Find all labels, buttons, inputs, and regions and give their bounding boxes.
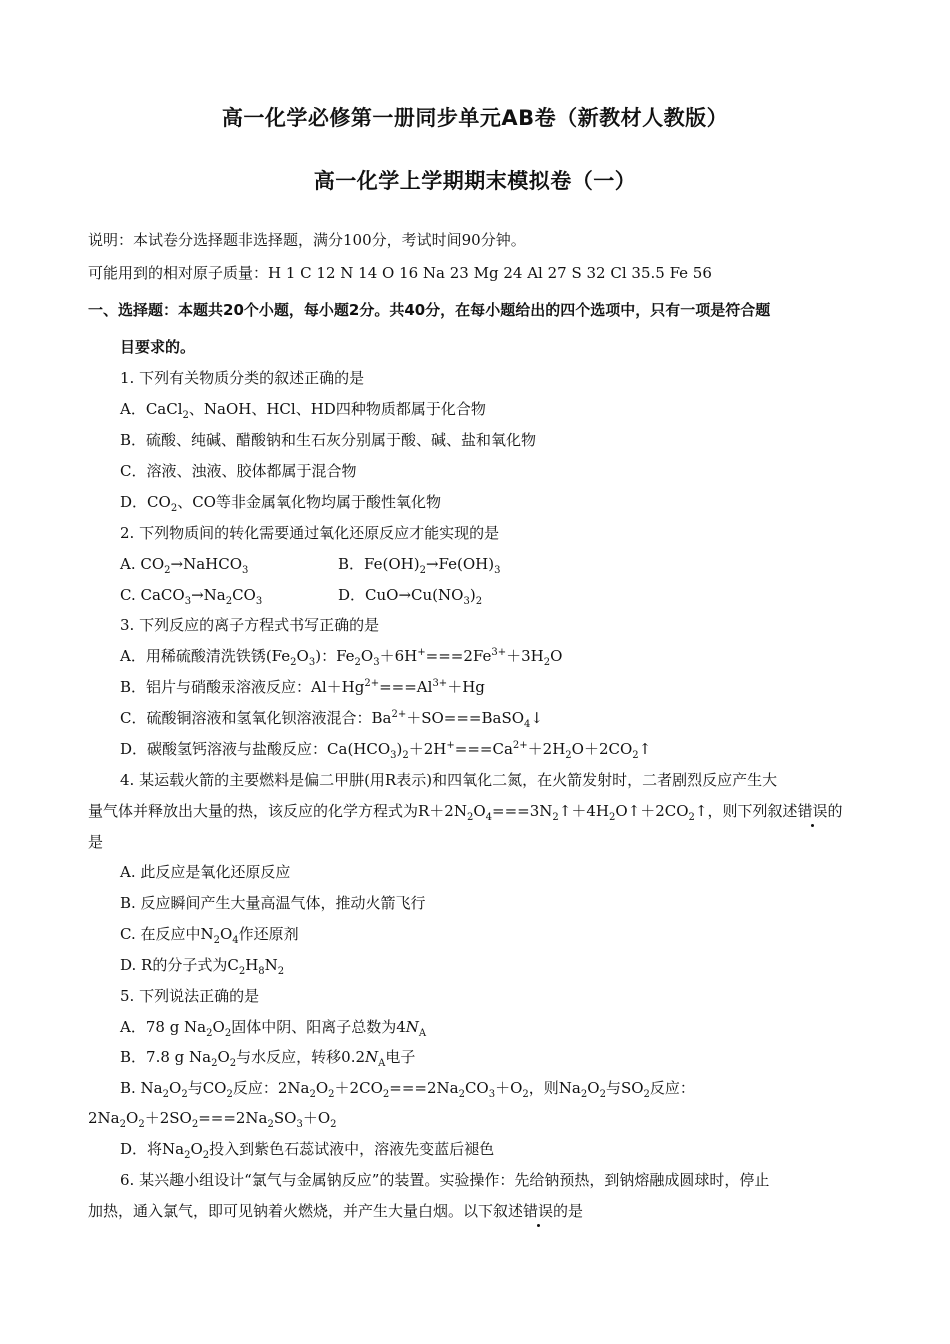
q4-option-d: D. R的分子式为$C_2H_8N_2$ [120,956,285,977]
q4-stem-line2: 量气体并释放出大量的热，该反应的化学方程式为$R+2N_2O_4===3N_2↑+4H_2O↑+2CO_2↑$，则下列叙述错误的 [88,802,843,823]
emphasis-word: 错误 [797,802,828,820]
q5-stem: 5. 下列说法正确的是 [120,987,260,1005]
q2-stem: 2. 下列物质间的转化需要通过氧化还原反应才能实现的是 [120,524,500,542]
q3-option-b: B．铝片与硝酸汞溶液反应：$Al+Hg^{2+}===Al^{3+}+Hg$ [120,678,485,696]
section-heading: 一、选择题：本题共20个小题，每小题2分。共40分，在每小题给出的四个选项中，只有一项是符合题 [88,301,771,319]
q1-option-d: D．$CO_2$、CO等非金属氧化物均属于酸性氧化物 [120,493,441,514]
exam-series-title: 高一化学必修第一册同步单元AB卷（新教材人教版） [221,106,729,130]
q4-stem-line3: 是 [88,833,104,851]
q3-stem: 3. 下列反应的离子方程式书写正确的是 [120,616,380,634]
q3-option-a: A．用稀硫酸清洗铁锈$(Fe_2O_3)$：$Fe_2O_3+6H^+===2Fe^{3+}+3H_2O$ [120,647,563,668]
q1-option-b: B．硫酸、纯碱、醋酸钠和生石灰分别属于酸、碱、盐和氧化物 [120,431,537,449]
q5-option-c-cont: $2Na_2O_2+2SO_2===2Na_2SO_3+O_2$ [88,1109,337,1130]
q5-option-a: A．78 g $Na_2O_2$固体中阴、阳离子总数为$4N_A$ [120,1018,427,1039]
q5-option-c: B. $Na_2O_2$与$CO_2$反应：$2Na_2O_2+2CO_2===2Na_2CO_3+O_2$，则$Na_2O_2$与$SO_2$反应： [120,1079,695,1100]
q1-option-a: A．CaCl$_2$、NaOH、HCl、HD四种物质都属于化合物 [120,400,486,421]
q2-option-d: D．$CuO\to Cu(NO_3)_2$ [338,586,483,607]
q1-stem: 1. 下列有关物质分类的叙述正确的是 [120,369,365,387]
atomic-masses: 可能用到的相对原子质量：H 1 C 12 N 14 O 16 Na 23 Mg 24 Al 27 S 32 Cl 35.5 Fe 56 [88,264,712,282]
q1-option-c: C．溶液、浊液、胶体都属于混合物 [120,462,357,480]
emphasis-word: 错误 [523,1202,554,1220]
q4-stem-line1: 4. 某运载火箭的主要燃料是偏二甲肼(用R表示)和四氧化二氮，在火箭发射时，二者剧烈反应产生大 [120,771,778,789]
q4-option-a: A. 此反应是氧化还原反应 [120,863,291,881]
q4-option-c: C. 在反应中$N_2O_4$作还原剂 [120,925,299,946]
exam-title: 高一化学上学期期末模拟卷（一） [313,169,637,193]
q2-option-c: C. $CaCO_3\to Na_2CO_3$ [120,586,263,607]
q4-option-b: B. 反应瞬间产生大量高温气体，推动火箭飞行 [120,894,426,912]
section-heading-cont: 目要求的。 [120,338,196,356]
q2-option-a: A. $CO_2\to NaHCO_3$ [120,555,249,576]
exam-note: 说明：本试卷分选择题非选择题，满分100分，考试时间90分钟。 [88,231,526,249]
q5-option-b: B．7.8 g $Na_2O_2$与水反应，转移$0.2N_A$电子 [120,1048,416,1069]
q5-option-d: D．将$Na_2O_2$投入到紫色石蕊试液中，溶液先变蓝后褪色 [120,1140,495,1161]
q3-option-d: D．碳酸氢钙溶液与盐酸反应：$Ca(HCO_3)_2+2H^+===Ca^{2+}+2H_2O+2CO_2↑$ [120,740,652,761]
q2-option-b: B．$Fe(OH)_2\to Fe(OH)_3$ [338,555,501,576]
q6-stem-line2: 加热，通入氯气，即可见钠着火燃烧，并产生大量白烟。以下叙述错误的是 [88,1202,584,1220]
q6-stem-line1: 6. 某兴趣小组设计“氯气与金属钠反应”的装置。实验操作：先给钠预热，到钠熔融成圆球时，停止 [120,1171,770,1189]
q3-option-c: C．硫酸铜溶液和氢氧化钡溶液混合：$Ba^{2+}+SO===BaSO_4↓$ [120,709,543,730]
